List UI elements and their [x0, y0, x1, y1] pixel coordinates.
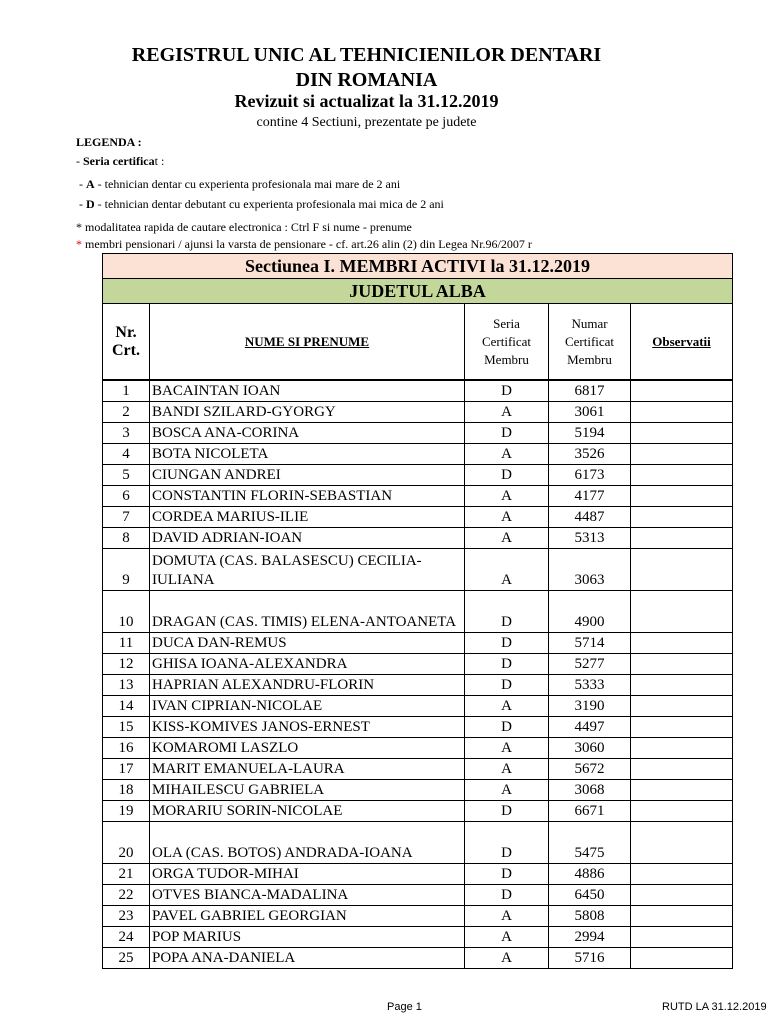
row-nr: 10 — [103, 591, 150, 633]
row-numar: 5194 — [549, 423, 631, 444]
row-observatii — [631, 885, 733, 906]
row-nr: 14 — [103, 696, 150, 717]
section-header-row — [103, 254, 733, 279]
row-nr: 8 — [103, 528, 150, 549]
table-row — [103, 801, 733, 822]
row-observatii — [631, 780, 733, 801]
row-numar: 3068 — [549, 780, 631, 801]
footer-page-number: Page 1 — [387, 1001, 422, 1013]
header-observatii: Observatii — [631, 304, 733, 381]
row-nr: 23 — [103, 906, 150, 927]
row-name: OLA (CAS. BOTOS) ANDRADA-IOANA — [150, 822, 465, 864]
row-observatii — [631, 402, 733, 423]
row-observatii — [631, 717, 733, 738]
table-row — [103, 738, 733, 759]
row-nr: 13 — [103, 675, 150, 696]
row-observatii — [631, 759, 733, 780]
table-row — [103, 759, 733, 780]
table-row — [103, 423, 733, 444]
row-nr: 18 — [103, 780, 150, 801]
row-numar: 5716 — [549, 948, 631, 969]
row-name: GHISA IOANA-ALEXANDRA — [150, 654, 465, 675]
row-name: MIHAILESCU GABRIELA — [150, 780, 465, 801]
row-observatii — [631, 633, 733, 654]
row-observatii — [631, 801, 733, 822]
row-name: ORGA TUDOR-MIHAI — [150, 864, 465, 885]
row-seria: D — [465, 822, 549, 864]
row-nr: 11 — [103, 633, 150, 654]
row-name: CIUNGAN ANDREI — [150, 465, 465, 486]
row-observatii — [631, 822, 733, 864]
table-row — [103, 864, 733, 885]
row-seria: D — [465, 465, 549, 486]
row-observatii — [631, 927, 733, 948]
row-name: BOTA NICOLETA — [150, 444, 465, 465]
row-nr: 20 — [103, 822, 150, 864]
row-seria: A — [465, 402, 549, 423]
row-seria: A — [465, 927, 549, 948]
row-observatii — [631, 696, 733, 717]
row-name: CONSTANTIN FLORIN-SEBASTIAN — [150, 486, 465, 507]
row-nr: 25 — [103, 948, 150, 969]
row-observatii — [631, 528, 733, 549]
row-observatii — [631, 654, 733, 675]
row-nr: 2 — [103, 402, 150, 423]
table-row — [103, 948, 733, 969]
row-seria: A — [465, 486, 549, 507]
row-name: BACAINTAN IOAN — [150, 380, 465, 402]
table-row — [103, 906, 733, 927]
row-seria: A — [465, 549, 549, 591]
row-nr: 4 — [103, 444, 150, 465]
row-seria: A — [465, 759, 549, 780]
table-row — [103, 444, 733, 465]
row-nr: 6 — [103, 486, 150, 507]
row-nr: 3 — [103, 423, 150, 444]
row-nr: 7 — [103, 507, 150, 528]
row-seria: D — [465, 717, 549, 738]
row-numar: 5475 — [549, 822, 631, 864]
row-numar: 5333 — [549, 675, 631, 696]
table-row — [103, 885, 733, 906]
row-seria: A — [465, 948, 549, 969]
table-row — [103, 717, 733, 738]
row-observatii — [631, 444, 733, 465]
row-nr: 16 — [103, 738, 150, 759]
legend-search-note: * modalitatea rapida de cautare electronica : Ctrl F si nume - prenume — [76, 220, 412, 234]
row-numar: 3063 — [549, 549, 631, 591]
row-numar: 5808 — [549, 906, 631, 927]
row-seria: D — [465, 380, 549, 402]
table-row — [103, 465, 733, 486]
members-table — [102, 253, 733, 969]
red-asterisk-icon: * — [76, 237, 82, 251]
header-numar: Numar Certificat Membru — [549, 304, 631, 381]
row-numar: 3526 — [549, 444, 631, 465]
row-name: DRAGAN (CAS. TIMIS) ELENA-ANTOANETA — [150, 591, 465, 633]
table-row — [103, 486, 733, 507]
row-name: POPA ANA-DANIELA — [150, 948, 465, 969]
row-nr: 22 — [103, 885, 150, 906]
row-nr: 9 — [103, 549, 150, 591]
row-seria: A — [465, 738, 549, 759]
row-observatii — [631, 738, 733, 759]
table-row — [103, 402, 733, 423]
row-nr: 19 — [103, 801, 150, 822]
sections-note: contine 4 Sectiuni, prezentate pe judete — [256, 115, 477, 130]
row-numar: 3190 — [549, 696, 631, 717]
legend-d: - D - tehnician dentar debutant cu experienta profesionala mai mica de 2 ani — [79, 197, 444, 211]
row-seria: D — [465, 864, 549, 885]
row-nr: 5 — [103, 465, 150, 486]
row-observatii — [631, 948, 733, 969]
row-numar: 6173 — [549, 465, 631, 486]
row-numar: 4497 — [549, 717, 631, 738]
table-row — [103, 927, 733, 948]
row-seria: D — [465, 591, 549, 633]
row-seria: D — [465, 423, 549, 444]
row-seria: A — [465, 507, 549, 528]
row-numar: 5672 — [549, 759, 631, 780]
row-name: CORDEA MARIUS-ILIE — [150, 507, 465, 528]
row-seria: D — [465, 654, 549, 675]
document-title-line2: DIN ROMANIA — [295, 69, 438, 91]
row-seria: A — [465, 906, 549, 927]
row-observatii — [631, 591, 733, 633]
row-name: OTVES BIANCA-MADALINA — [150, 885, 465, 906]
row-numar: 4177 — [549, 486, 631, 507]
row-seria: D — [465, 633, 549, 654]
row-numar: 6817 — [549, 380, 631, 402]
row-nr: 15 — [103, 717, 150, 738]
table-row — [103, 780, 733, 801]
row-observatii — [631, 906, 733, 927]
row-seria: A — [465, 780, 549, 801]
row-observatii — [631, 549, 733, 591]
row-numar: 4487 — [549, 507, 631, 528]
row-name: POP MARIUS — [150, 927, 465, 948]
row-name: DOMUTA (CAS. BALASESCU) CECILIA-IULIANA — [150, 549, 465, 591]
table-row — [103, 696, 733, 717]
table-row — [103, 528, 733, 549]
row-name: MARIT EMANUELA-LAURA — [150, 759, 465, 780]
row-numar: 2994 — [549, 927, 631, 948]
table-row — [103, 591, 733, 633]
row-numar: 3060 — [549, 738, 631, 759]
header-nr-crt: Nr. Crt. — [103, 304, 150, 381]
row-observatii — [631, 380, 733, 402]
column-header-row — [103, 304, 733, 381]
row-name: HAPRIAN ALEXANDRU-FLORIN — [150, 675, 465, 696]
row-numar: 6450 — [549, 885, 631, 906]
row-name: KOMAROMI LASZLO — [150, 738, 465, 759]
row-name: KISS-KOMIVES JANOS-ERNEST — [150, 717, 465, 738]
row-nr: 12 — [103, 654, 150, 675]
row-name: DAVID ADRIAN-IOAN — [150, 528, 465, 549]
row-observatii — [631, 864, 733, 885]
section-title: Sectiunea I. MEMBRI ACTIVI la 31.12.2019 — [103, 254, 733, 279]
county-title: JUDETUL ALBA — [103, 279, 733, 304]
row-seria: D — [465, 885, 549, 906]
table-row — [103, 633, 733, 654]
row-numar: 4886 — [549, 864, 631, 885]
row-seria: D — [465, 801, 549, 822]
header-name: NUME SI PRENUME — [150, 304, 465, 381]
row-observatii — [631, 465, 733, 486]
table-row — [103, 654, 733, 675]
footer-document-id: RUTD LA 31.12.2019 — [662, 1001, 767, 1013]
row-name: DUCA DAN-REMUS — [150, 633, 465, 654]
table-row — [103, 822, 733, 864]
row-name: BOSCA ANA-CORINA — [150, 423, 465, 444]
row-name: IVAN CIPRIAN-NICOLAE — [150, 696, 465, 717]
row-nr: 17 — [103, 759, 150, 780]
row-name: BANDI SZILARD-GYORGY — [150, 402, 465, 423]
row-observatii — [631, 486, 733, 507]
row-nr: 21 — [103, 864, 150, 885]
legend-seria: - Seria certificat : — [76, 154, 165, 168]
row-name: MORARIU SORIN-NICOLAE — [150, 801, 465, 822]
row-observatii — [631, 507, 733, 528]
row-nr: 1 — [103, 380, 150, 402]
row-seria: A — [465, 528, 549, 549]
legend-title: LEGENDA : — [76, 135, 142, 149]
table-row — [103, 507, 733, 528]
header-seria: Seria Certificat Membru — [465, 304, 549, 381]
row-numar: 3061 — [549, 402, 631, 423]
legend-a: - A - tehnician dentar cu experienta profesionala mai mare de 2 ani — [79, 177, 401, 191]
row-numar: 5714 — [549, 633, 631, 654]
row-numar: 6671 — [549, 801, 631, 822]
row-seria: A — [465, 444, 549, 465]
table-row — [103, 380, 733, 402]
table-row — [103, 549, 733, 591]
row-numar: 5313 — [549, 528, 631, 549]
row-name: PAVEL GABRIEL GEORGIAN — [150, 906, 465, 927]
row-nr: 24 — [103, 927, 150, 948]
legend-pension-note: * membri pensionari / ajunsi la varsta de pensionare - cf. art.26 alin (2) din Legea Nr.96/2007 r — [76, 237, 532, 251]
row-observatii — [631, 675, 733, 696]
row-observatii — [631, 423, 733, 444]
county-header-row — [103, 279, 733, 304]
row-numar: 5277 — [549, 654, 631, 675]
row-seria: D — [465, 675, 549, 696]
row-seria: A — [465, 696, 549, 717]
row-numar: 4900 — [549, 591, 631, 633]
table-row — [103, 675, 733, 696]
document-title-line1: REGISTRUL UNIC AL TEHNICIENILOR DENTARI — [131, 44, 602, 66]
document-subtitle: Revizuit si actualizat la 31.12.2019 — [234, 91, 499, 111]
